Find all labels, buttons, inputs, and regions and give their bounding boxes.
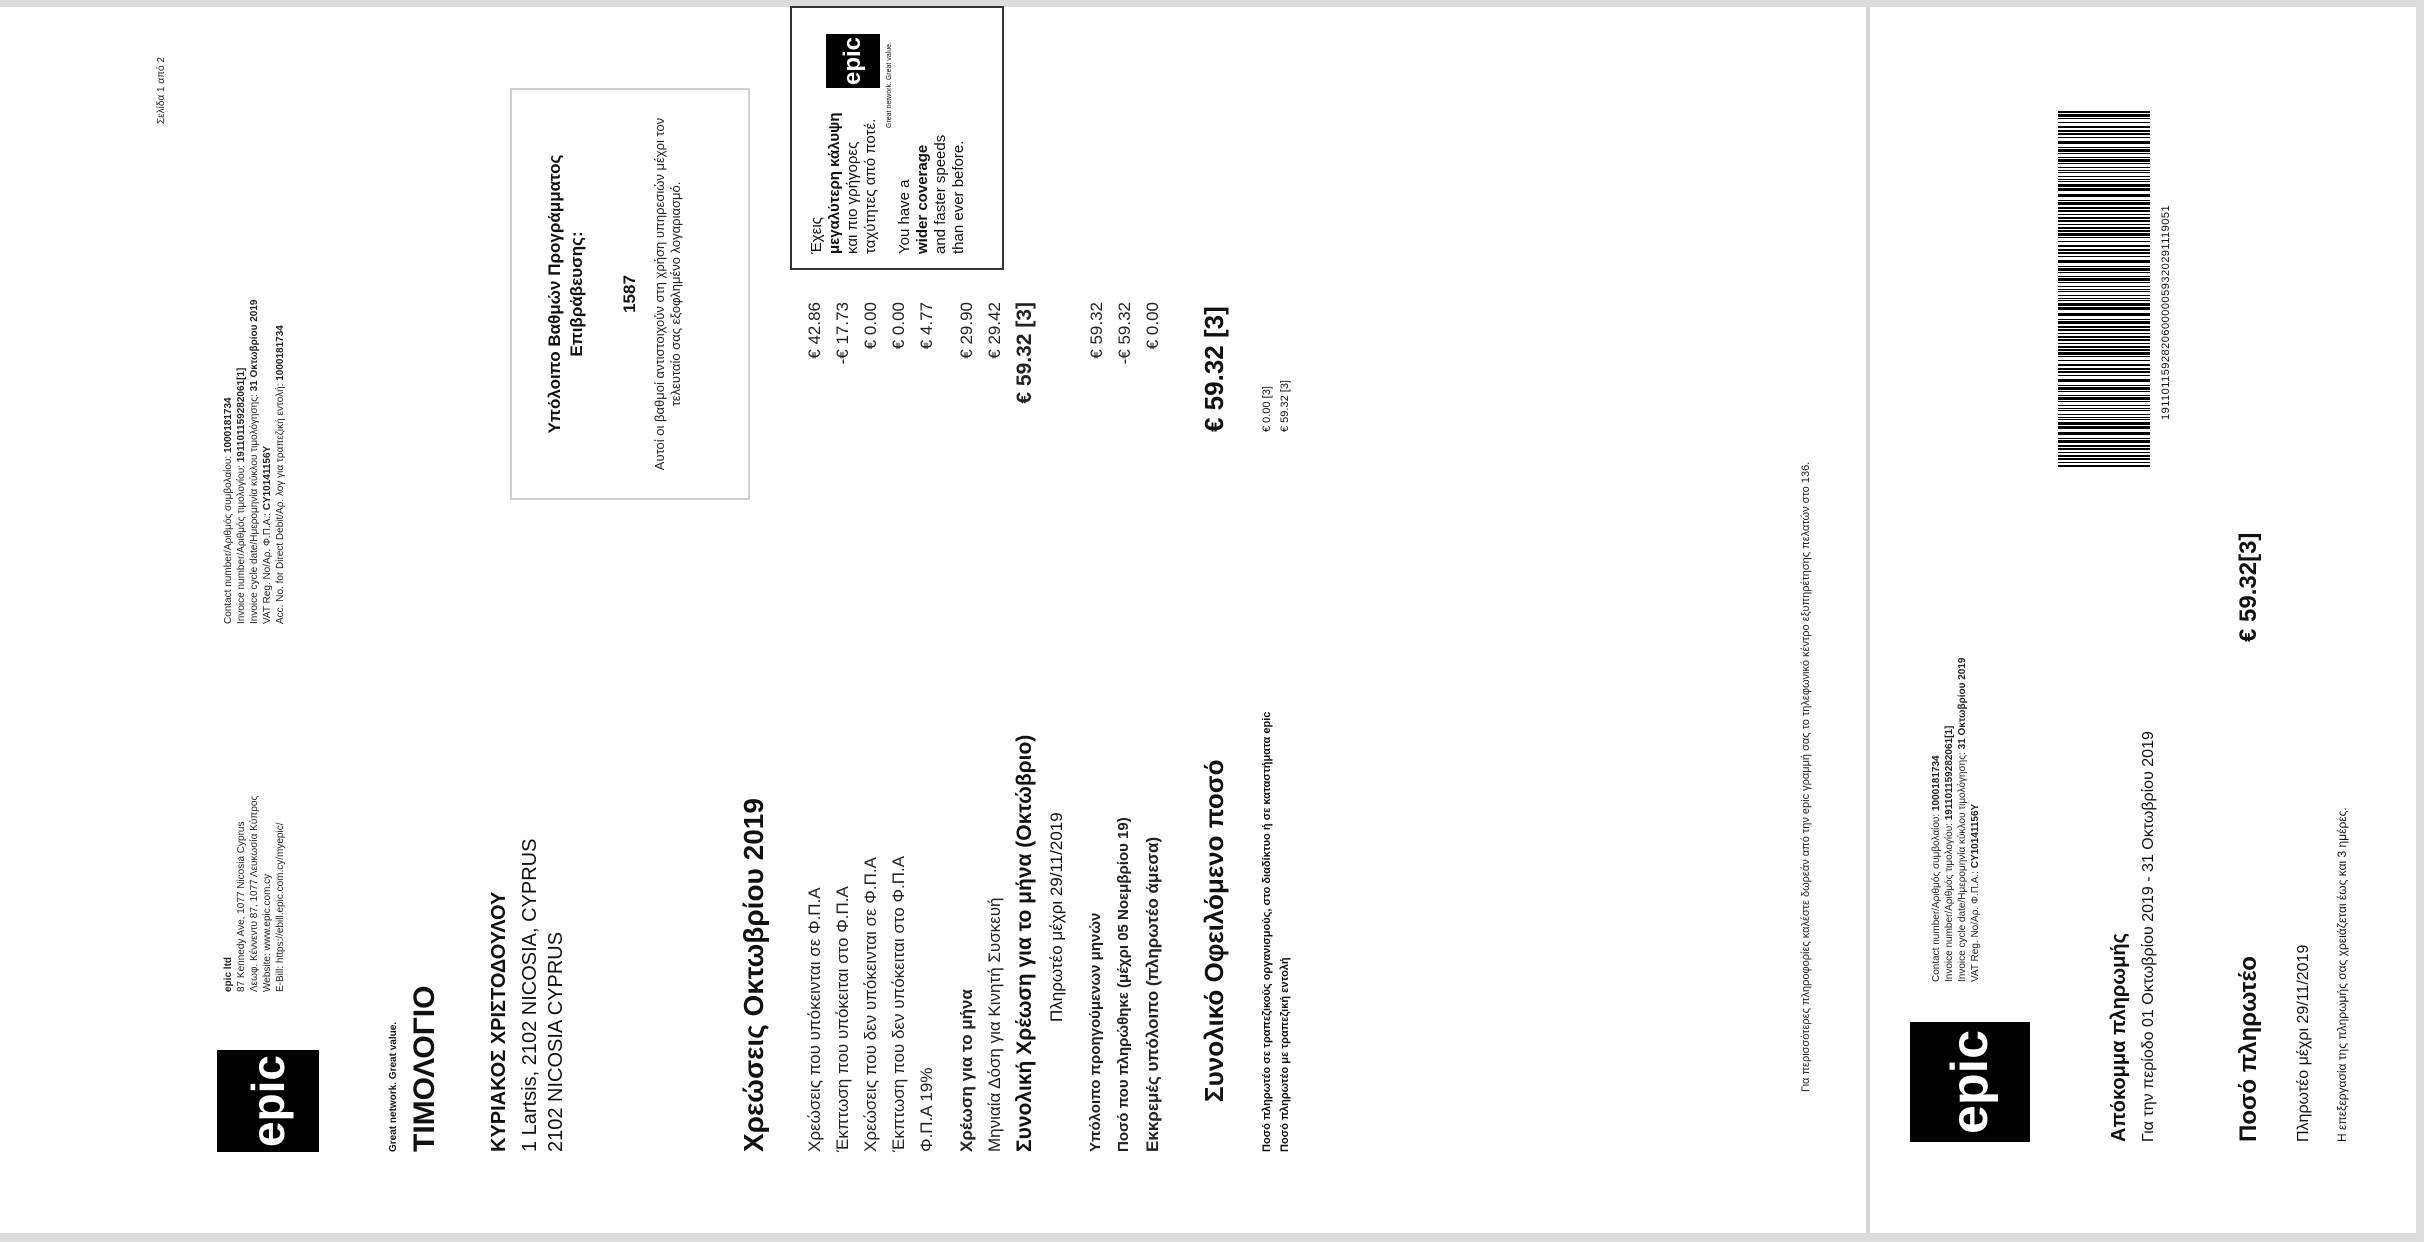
charges-table [805,302,1297,1152]
barcode-bar [2058,445,2150,447]
info-value: 1000181734 [275,325,286,381]
barcode-bar [2058,230,2150,232]
barcode-bar [2058,326,2150,328]
company-name: epic ltd [223,956,234,992]
barcode-bar [2058,410,2150,411]
barcode-bar [2058,379,2150,382]
slip-amount-value: € 59.32[3] [2235,532,2262,642]
slip-processing-note: Η επεξεργασία της πληρωμής σας χρειάζεται έως και 3 ημέρες. [2335,807,2349,1142]
barcode-bar [2058,422,2150,425]
charge-label: Υπόλοιπο προηγούμενων μηνών [1087,912,1104,1152]
barcode-bar [2058,458,2150,460]
barcode-bar [2058,181,2150,182]
barcode-bar [2058,194,2150,197]
device-row [985,302,1013,1152]
barcode-bar [2058,333,2150,334]
barcode-bar [2058,220,2150,222]
barcode-bar [2058,227,2150,229]
barcode-bar [2058,417,2150,418]
barcode-bar [2058,391,2150,392]
barcode-bar [2058,172,2150,173]
barcode-bar [2058,408,2150,409]
company-ebill: E-Bill: https://ebill.epic.com.cy/myepic/ [275,822,286,992]
info-label: Acc. No. for Direct Debit/Αρ. λογ για τραπεζική εντολή: [275,383,286,624]
barcode-bar [2058,282,2150,283]
loyalty-points: 1587 [620,275,639,313]
charge-label: Χρεώσεις που υπόκεινται σε Φ.Π.Α [805,887,824,1152]
barcode-bar [2058,352,2150,355]
barcode-bar [2058,448,2150,450]
barcode-bar [2058,286,2150,287]
barcode-bar [2058,184,2150,187]
barcode-bar [2058,276,2150,277]
barcode-bar [2058,387,2150,390]
info-label: Contact number/Αριθμός συμβολαίου: [223,455,234,624]
barcode-bar [2058,298,2150,299]
charge-row [861,302,889,1152]
info-value: 1000181734 [223,397,234,454]
prev-balance-row [1087,302,1115,1152]
promo-line: than ever before. [950,140,967,254]
customer-block [488,839,569,1152]
info-value: 31 Οκτωβρίου 2019 [1957,657,1968,750]
barcode-bar [2058,170,2150,171]
charges-heading: Χρεώσεις Οκτωβρίου 2019 [738,798,769,1152]
total-month-row [1013,302,1047,1152]
charge-row [833,302,861,1152]
info-cycle [248,300,261,625]
info-vat [261,300,274,625]
barcode-bar [2058,360,2150,361]
charge-row [805,302,833,1152]
barcode-bar [2058,249,2150,251]
barcode-bar [2058,343,2150,344]
charge-row [917,302,957,1152]
charge-value: € 29.42 [985,302,1004,359]
barcode-bar [2058,278,2150,281]
barcode-bar [2058,217,2150,219]
customer-name: ΚΥΡΙΑΚΟΣ ΧΡΙΣΤΟΔΟΥΛΟΥ [488,891,510,1152]
barcode-bar [2058,307,2150,310]
barcode-bar [2058,339,2150,341]
barcode-bar [2058,438,2150,439]
barcode-bar [2058,137,2150,138]
charge-value: -€ 17.73 [833,302,852,365]
document-title: ΤΙΜΟΛΟΓΙΟ [408,985,441,1152]
info-label: Invoice number/Αριθμός τιμολογίου: [236,465,247,624]
slip-title: Απόκομμα πληρωμής [2108,932,2130,1142]
info-label: Contact number/Αριθμός συμβολαίου: [1931,813,1942,982]
barcode-bar [2058,133,2150,135]
charge-label: Έκπτωση που υπόκειται στο Φ.Π.Α [833,886,852,1152]
info-label: Invoice number/Αριθμός τιμολογίου: [1944,823,1955,982]
barcode-bar [2058,368,2150,370]
overdue-row [1143,302,1199,1152]
barcode-bar [2058,214,2150,215]
barcode-bar [2058,319,2150,320]
info-value: 191101159282061[1] [1944,725,1955,821]
info-contact [222,300,235,625]
barcode-bar [2058,346,2150,348]
barcode-bar [2058,118,2150,119]
barcode-bar [2058,452,2150,453]
barcode-bar [2058,207,2150,209]
barcode-bar [2058,462,2150,463]
barcode-bar [2058,313,2150,316]
barcode-bar [2058,237,2150,238]
barcode-bar [2058,245,2150,247]
promo-line: ταχύτητες από ποτέ. [862,118,879,254]
barcode-number: 191101159282060000059320291119051 [2160,204,2172,420]
barcode-bar [2058,167,2150,168]
barcode-bar [2058,371,2150,373]
barcode-bar [2058,176,2150,177]
info-value: 191101159282061[1] [236,367,247,463]
charge-value: € 0.00 [889,302,908,350]
barcode-bar [2058,321,2150,324]
barcode-bar [2058,149,2150,152]
promo-line: μεγαλύτερη κάλυψη [826,112,843,254]
bank-value: € 0.00 [3] [1261,386,1273,432]
promo-line: and faster speeds [932,134,949,254]
barcode-bar [2058,200,2150,201]
barcode-bar [2058,414,2150,415]
barcode-bar [2058,224,2150,225]
barcode-bar [2058,241,2150,242]
promo-line: και πιο γρήγορες [844,141,861,254]
barcode-bar [2058,268,2150,271]
barcode-bar [2058,432,2150,435]
barcode-bar [2058,329,2150,331]
slip-period: Για την περίοδο 01 Οκτωβρίου 2019 - 31 Οκτωβρίου 2019 [2140,731,2157,1142]
barcode [2058,87,2150,467]
info-label: Invoice cycle date/Ημερομηνία κύκλου τιμολόγησης: [249,394,260,624]
barcode-bar [2058,395,2150,396]
info-label: VAT Reg. No/Αρ. Φ.Π.Α.: [262,513,273,624]
charge-label: Φ.Π.Α 19% [917,1067,936,1152]
charge-value: € 59.32 [3] [1013,302,1036,404]
page-indicator: Σελίδα 1 από 2 [156,57,167,124]
slip-pay-until: Πληρωτέο μέχρι 29/11/2019 [2295,944,2312,1142]
barcode-bar [2058,159,2150,162]
footer-note: Για περισσότερες πληροφορίες καλέστε δωρεάν από την epic γραμμή σας το τηλεφωνικό κέντρο εξυπηρέτησης πελατών στο 136. [1800,461,1812,1092]
barcode-bar [2058,210,2150,212]
barcode-bar [2058,272,2150,273]
paid-row [1115,302,1143,1152]
barcode-bar [2058,122,2150,123]
charge-value: € 42.86 [805,302,824,359]
charge-label: Ποσό που πληρώθηκε (μέχρι 05 Νοεμβρίου 19) [1115,817,1132,1152]
month-charge-row [957,302,985,1152]
charge-label: Εκκρεμές υπόλοιπο (πληρωτέο άμεσα) [1143,836,1162,1152]
tagline: Great network. Great value. [388,1021,399,1152]
barcode-bar [2058,291,2150,292]
barcode-bar [2058,147,2150,148]
customer-address-2: 2102 NICOSIA CYPRUS [545,931,567,1152]
loyalty-title: Υπόλοιπο Βαθμών Προγράμματος Επιβράβευσης: [545,154,586,434]
charge-value: € 59.32 [1087,302,1106,359]
promo-line: Έχεις [808,217,825,254]
barcode-bar [2058,141,2150,144]
barcode-bar [2058,356,2150,357]
charge-value: -€ 59.32 [1115,302,1134,365]
barcode-bar [2058,130,2150,132]
barcode-bar [2058,157,2150,158]
barcode-bar [2058,163,2150,164]
barcode-bar [2058,455,2150,457]
bank-note-row-2 [1279,372,1297,1152]
charge-label: Χρέωση για το μήνα [957,989,976,1152]
promo-epic-logo: epic [826,34,880,88]
info-label: VAT Reg. No/Αρ. Φ.Π.Α.: [1970,871,1981,982]
loyalty-note: Αυτοί οι βαθμοί αντιστοιχούν στη χρήση υπηρεσιών μέχρι τον τελευταίο σας εξοφλημένο λογαριασμό. [652,117,683,471]
charge-label: Συνολική Χρέωση για το μήνα (Οκτώβριο) [1013,734,1036,1152]
epic-logo: epic [217,1050,319,1152]
barcode-bar [2058,300,2150,301]
barcode-bar [2058,426,2150,429]
bank-note: Ποσό πληρωτέο σε τραπεζικούς οργανισμούς, στο διαδίκτυο ή σε καταστήματα epic [1261,711,1273,1152]
barcode-bar [2058,465,2150,467]
pay-until: Πληρωτέο μέχρι 29/11/2019 [1047,812,1066,1022]
bank-note-row-1 [1261,372,1279,1152]
invoice-info [222,300,287,625]
company-address-block [222,796,287,992]
barcode-bar [2058,233,2150,236]
slip-info-row [1930,658,1943,983]
barcode-bar [2058,179,2150,180]
info-value: CY10141156Y [262,445,273,511]
charge-label: Έκπτωση που δεν υπόκειται στο Φ.Π.Α [889,855,908,1152]
promo-box [790,6,1004,270]
info-invoice [235,300,248,625]
slip-epic-logo: epic [1910,1022,2030,1142]
barcode-bar [2058,289,2150,290]
barcode-bar [2058,385,2150,386]
info-value: 31 Οκτωβρίου 2019 [249,299,260,392]
promo-text-gr [808,112,880,254]
total-due-label: Συνολικό Οφειλόμενο ποσό [1199,759,1229,1102]
charge-value: € 0.00 [861,302,880,350]
barcode-bar [2058,188,2150,191]
slip-info-row [1969,658,1982,983]
bank-value: € 59.32 [3] [1279,380,1291,432]
barcode-bar [2058,295,2150,296]
barcode-bar [2058,256,2150,257]
promo-tagline: Great network. Great value. [886,42,893,128]
charge-label: Χρεώσεις που δεν υπόκεινται σε Φ.Π.Α [861,857,880,1152]
slip-info-row [1943,658,1956,983]
barcode-bar [2058,401,2150,402]
barcode-bar [2058,153,2150,154]
barcode-bar [2058,266,2150,267]
barcode-bar [2058,419,2150,420]
barcode-bar [2058,405,2150,406]
charge-value: € 4.77 [917,302,936,350]
info-value: CY10141156Y [1970,803,1981,869]
promo-text-en [896,135,968,254]
charge-label: Μηνιαία Δόση για Κινητή Συσκευή [985,897,1004,1152]
barcode-bar [2058,364,2150,366]
info-acc [274,300,287,625]
barcode-bar [2058,114,2150,117]
company-website: Website: www.epic.com.cy [262,873,273,992]
barcode-bar [2058,349,2150,351]
barcode-bar [2058,375,2150,376]
slip-info-row [1956,658,1969,983]
charge-value: € 29.90 [957,302,976,359]
company-address: 87 Kennedy Ave, 1077 Nicosia Cyprus [236,821,247,992]
barcode-bar [2058,126,2150,128]
total-due-value: € 59.32 [3] [1199,306,1229,432]
info-label: Invoice cycle date/Ημερομηνία κύκλου τιμολόγησης: [1957,752,1968,982]
barcode-bar [2058,440,2150,443]
loyalty-box [510,88,750,500]
promo-line: You have a [896,179,913,254]
charge-row [889,302,917,1152]
barcode-bar [2058,202,2150,205]
barcode-bar [2058,303,2150,306]
bank-note: Ποσό πληρωτέο με τραπεζική εντολή [1279,957,1291,1152]
barcode-bar [2058,397,2150,400]
barcode-bar [2058,260,2150,263]
slip-info [1930,658,1982,983]
info-value: 1000181734 [1931,755,1942,812]
slip-amount-label: Ποσό πληρωτέο [2235,956,2262,1142]
company-address-gr: Λεωφ. Κέννεντυ 87, 1077 Λευκωσία Κύπρος [249,795,260,992]
promo-line: wider coverage [914,144,931,254]
total-due-row [1199,306,1261,1152]
charge-value: € 0.00 [1143,302,1162,350]
barcode-bar [2058,111,2150,113]
customer-address-1: 1 Lartsis, 2102 NICOSIA, CYPRUS [519,838,541,1152]
barcode-bar [2058,336,2150,338]
barcode-bar [2058,252,2150,254]
